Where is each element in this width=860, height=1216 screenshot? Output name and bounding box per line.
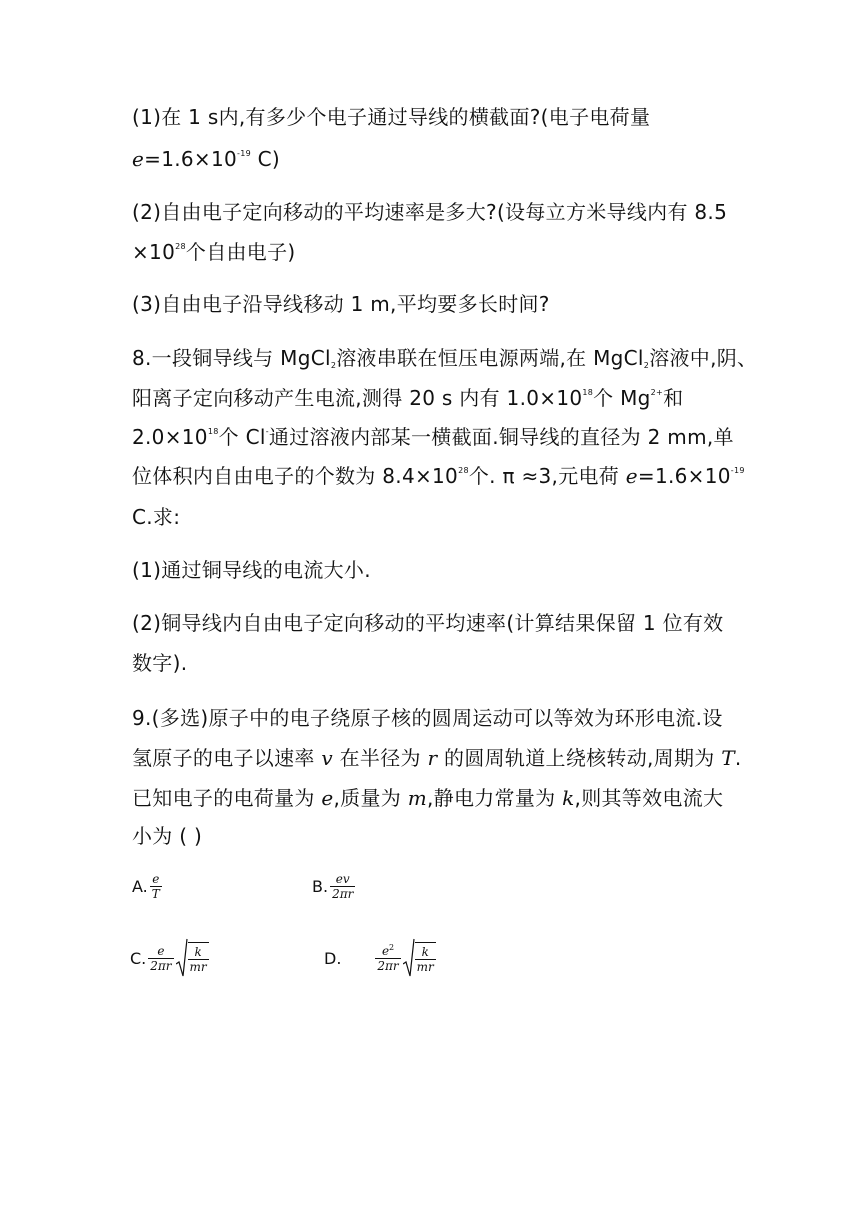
radius-symbol: r (427, 746, 438, 770)
option-a[interactable] (132, 872, 162, 901)
q8-text: 阳离子定向移动产生电流,测得 20 s 内有 1.0×10 (132, 386, 583, 410)
square-root (176, 938, 209, 978)
q8-line3 (132, 425, 734, 449)
velocity-symbol: v (321, 746, 333, 770)
q8-text: 位体积内自由电子的个数为 8.4×10 (132, 464, 459, 488)
radical-sign-icon (176, 938, 188, 978)
fraction (375, 944, 400, 973)
denominator: mr (416, 960, 434, 974)
q8-sub1-text: (1)通过铜导线的电流大小. (132, 558, 371, 582)
electron-charge-value: =1.6×10 (144, 147, 238, 171)
charge-symbol: e (321, 786, 334, 810)
ion-charge: 2+ (650, 388, 664, 397)
q9-text: 氢原子的电子以速率 (132, 746, 322, 770)
electron-charge-symbol: e (625, 464, 638, 488)
q8-sub2-line1 (132, 611, 723, 635)
option-label: B. (312, 877, 329, 896)
q9-text: 在半径为 (332, 746, 428, 770)
fraction (330, 872, 355, 901)
ion-charge: - (265, 427, 269, 436)
q7-sub3-text: (3)自由电子沿导线移动 1 m,平均要多长时间? (132, 292, 550, 316)
q7-sub2-text: (2)自由电子定向移动的平均速率是多大?(设每立方米导线内有 8.5 (132, 200, 728, 224)
numerator: k (194, 945, 202, 959)
q7-sub3 (132, 292, 550, 316)
exponent: 18 (582, 388, 594, 397)
q9-line2 (132, 746, 742, 770)
period-symbol: T (721, 746, 735, 770)
q8-line4 (132, 464, 745, 488)
numerator: e (152, 872, 160, 886)
subscript: 2 (330, 361, 337, 370)
exponent: 18 (207, 427, 219, 436)
exponent: 28 (175, 242, 186, 251)
exponent: 2 (389, 942, 395, 952)
option-b[interactable] (312, 872, 355, 901)
q7-sub1-line1 (132, 105, 650, 129)
q8-text: 个. π ≈3,元电荷 (468, 464, 626, 488)
q9-text: 的圆周轨道上绕核转动,周期为 (437, 746, 722, 770)
q8-text: 通过溶液内部某一横截面.铜导线的直径为 2 mm,单 (268, 425, 734, 449)
subscript: 2 (643, 361, 650, 370)
fraction (148, 944, 173, 973)
denominator: 2πr (332, 887, 354, 901)
density-value: ×10 (132, 240, 176, 264)
option-c[interactable] (130, 938, 209, 978)
radicand (415, 942, 436, 974)
numerator-base: e (381, 943, 390, 958)
q8-sub2-text: (2)铜导线内自由电子定向移动的平均速率(计算结果保留 1 位有效 (132, 611, 724, 635)
q8-text: 溶液中,阴、 (649, 346, 758, 370)
unit: C) (250, 147, 281, 171)
q7-sub1-text: (1)在 1 s内,有多少个电子通过导线的横截面?(电子电荷量 (132, 105, 651, 129)
denominator: mr (189, 960, 207, 974)
q9-text: 9.(多选)原子中的电子绕原子核的圆周运动可以等效为环形电流.设 (132, 706, 723, 730)
option-d[interactable] (324, 938, 436, 978)
radical-sign-icon (403, 938, 415, 978)
option-label: A. (132, 877, 148, 896)
q9-line3 (132, 786, 723, 810)
denominator: 2πr (150, 958, 172, 973)
electron-charge-symbol: e (132, 147, 145, 171)
denominator: T (151, 887, 160, 901)
q8-text: 个 Mg (593, 386, 651, 410)
q9-text: ,质量为 (333, 786, 408, 810)
q9-line1 (132, 706, 723, 730)
q7-sub2-text-end: 个自由电子) (185, 240, 296, 264)
q8-text: =1.6×10 (637, 464, 731, 488)
numerator: ev (335, 872, 350, 886)
q8-sub2-text: 数字). (132, 651, 188, 675)
q8-line1 (132, 346, 757, 370)
option-label: C. (130, 948, 147, 968)
exponent: 28 (458, 466, 469, 475)
q8-text: 2.0×10 (132, 425, 208, 449)
q9-text: ,则其等效电流大 (574, 786, 724, 810)
mass-symbol: m (407, 786, 427, 810)
q9-text: ,静电力常量为 (426, 786, 563, 810)
q9-text: 已知电子的电荷量为 (132, 786, 322, 810)
q7-sub2-line1 (132, 200, 727, 224)
option-label: D. (324, 948, 342, 968)
fraction (150, 872, 162, 901)
q9-text: . (734, 746, 742, 770)
numerator (380, 944, 396, 958)
coulomb-constant-symbol: k (562, 786, 575, 810)
q8-sub1 (132, 558, 371, 582)
numerator: e (157, 943, 165, 958)
q8-text: 溶液串联在恒压电源两端,在 MgCl (336, 346, 644, 370)
q8-sub2-line2 (132, 651, 187, 675)
exponent: -19 (730, 466, 745, 475)
q8-text: 和 (663, 386, 684, 410)
denominator: 2πr (377, 958, 399, 973)
numerator: k (421, 945, 429, 959)
q9-text: 小为 ( ) (132, 824, 203, 848)
radicand (188, 942, 209, 974)
q8-text: 个 Cl (218, 425, 266, 449)
q7-sub1-line2 (132, 147, 280, 171)
q7-sub2-line2 (132, 240, 296, 264)
q8-text: 8.一段铜导线与 MgCl (132, 346, 331, 370)
q8-line2 (132, 386, 683, 410)
square-root (403, 938, 436, 978)
exponent: -19 (237, 149, 251, 158)
q9-line4 (132, 824, 202, 848)
q8-line5 (132, 505, 180, 529)
q8-text: C.求: (132, 505, 181, 529)
